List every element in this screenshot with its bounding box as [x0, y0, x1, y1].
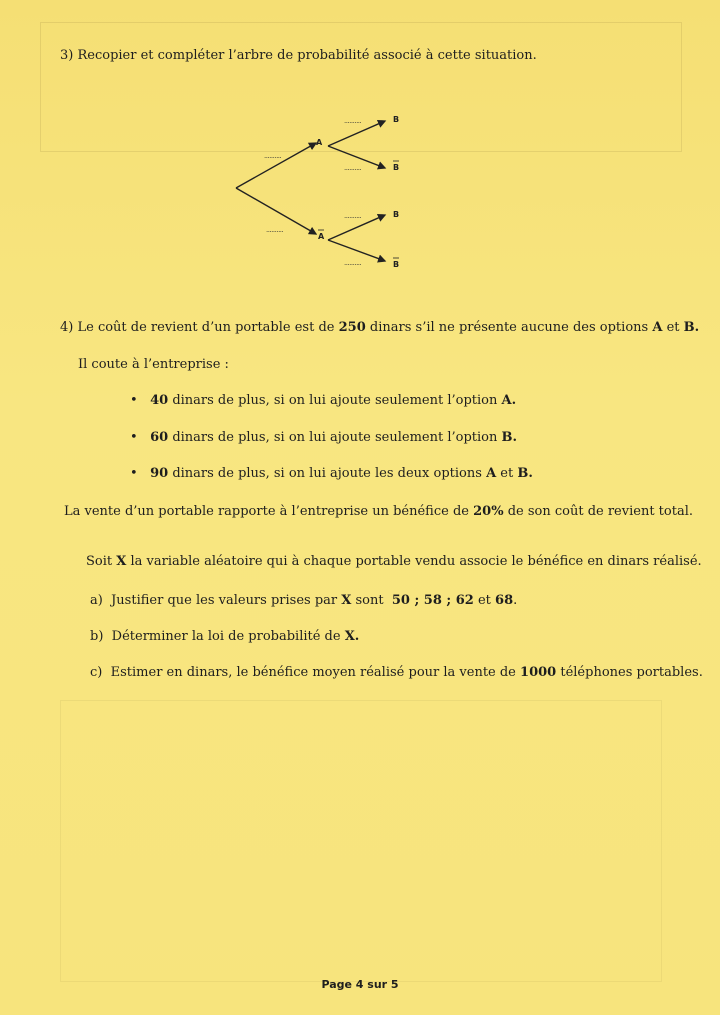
sale-sentence	[64, 504, 693, 519]
bullet-item	[130, 393, 516, 408]
blank-prob-A: ..........	[264, 152, 282, 160]
costs-line: Il coute à l’entreprise :	[78, 357, 229, 372]
page-number: Page 4 sur 5	[321, 978, 399, 991]
sub-question-c	[90, 665, 703, 680]
bullet-text: dinars de plus, si on lui ajoute seulement l’option	[172, 430, 498, 445]
sale-text-2: de son coût de revient total.	[507, 504, 693, 519]
bullet-dot: •	[130, 466, 138, 481]
question-4-intro	[60, 320, 699, 335]
node-B-1: B	[393, 115, 400, 124]
node-A: A	[316, 138, 323, 147]
node-B-bar-2: B	[393, 260, 400, 269]
bullet-text: dinars de plus, si on lui ajoute les deux options	[172, 466, 482, 481]
sub-question-b-x: X.	[344, 629, 360, 644]
show-through-block	[60, 700, 662, 982]
sale-text-1: La vente d’un portable rapporte à l’entreprise un bénéfice de	[64, 504, 469, 519]
base-cost: 250	[338, 320, 366, 335]
var-x: X	[116, 554, 127, 569]
sub-question-a-et: et	[477, 593, 491, 608]
sub-question-a-text: Justifier que les valeurs prises par	[111, 593, 338, 608]
sub-question-b-text: Déterminer la loi de probabilité de	[111, 629, 341, 644]
var-text-1: Soit	[86, 554, 113, 569]
option-a: A	[652, 320, 663, 335]
bullet-item	[130, 430, 517, 445]
and-word: et	[666, 320, 680, 335]
branch-root-to-A	[236, 143, 316, 188]
bullet-and: et	[500, 466, 514, 481]
blank-prob-B-given-A: ..........	[344, 117, 362, 125]
sub-question-c-number: 1000	[520, 665, 557, 680]
node-B-2: B	[393, 210, 400, 219]
sub-question-a-x: X	[341, 593, 352, 608]
branch-A-bar-to-B-bar	[328, 240, 385, 261]
sub-question-c-end: téléphones portables.	[560, 665, 703, 680]
bullet-dot: •	[130, 393, 138, 408]
intro-text-1: Le coût de revient d’un portable est de	[77, 320, 335, 335]
blank-prob-B-bar-given-A-bar: ..........	[344, 259, 362, 267]
question-3-text: Recopier et compléter l’arbre de probabilité associé à cette situation.	[77, 48, 537, 63]
question-4-number: 4)	[60, 320, 74, 335]
profit-percent: 20%	[473, 504, 504, 519]
blank-prob-B-bar-given-A: ..........	[344, 164, 362, 172]
sub-question-b	[90, 629, 359, 644]
bullet-amount: 90	[150, 466, 169, 481]
bullet-dot: •	[130, 430, 138, 445]
question-3-number: 3)	[60, 48, 74, 63]
bullet-option-2: B.	[517, 466, 533, 481]
sub-question-c-label: c)	[90, 665, 103, 680]
sub-question-b-label: b)	[90, 629, 104, 644]
node-B-bar-1: B	[393, 163, 400, 172]
blank-prob-A-bar: ..........	[266, 226, 284, 234]
sub-question-a-last-value: 68	[495, 593, 514, 608]
bullet-item	[130, 466, 533, 481]
bullet-amount: 40	[150, 393, 169, 408]
node-A-bar: A	[318, 232, 325, 241]
question-3	[60, 48, 537, 63]
sub-question-a-values: 50 ; 58 ; 62	[391, 593, 474, 608]
probability-tree	[230, 108, 430, 278]
bullet-option: A.	[501, 393, 517, 408]
bullet-option: B.	[501, 430, 518, 445]
sub-question-a	[90, 593, 517, 608]
variable-definition	[86, 554, 702, 569]
bullet-text: dinars de plus, si on lui ajoute seulement l’option	[172, 393, 498, 408]
sub-question-a-dot: .	[513, 593, 518, 608]
option-b: B.	[683, 320, 700, 335]
sub-question-c-text: Estimer en dinars, le bénéfice moyen réalisé pour la vente de	[110, 665, 516, 680]
blank-prob-B-given-A-bar: ..........	[344, 212, 362, 220]
sub-question-a-sont: sont	[355, 593, 384, 608]
intro-text-2: dinars s’il ne présente aucune des options	[369, 320, 649, 335]
sub-question-a-label: a)	[90, 593, 103, 608]
bullet-amount: 60	[150, 430, 169, 445]
bullet-option: A	[486, 466, 497, 481]
var-text-2: la variable aléatoire qui à chaque portable vendu associe le bénéfice en dinars réalisé.	[130, 554, 702, 569]
